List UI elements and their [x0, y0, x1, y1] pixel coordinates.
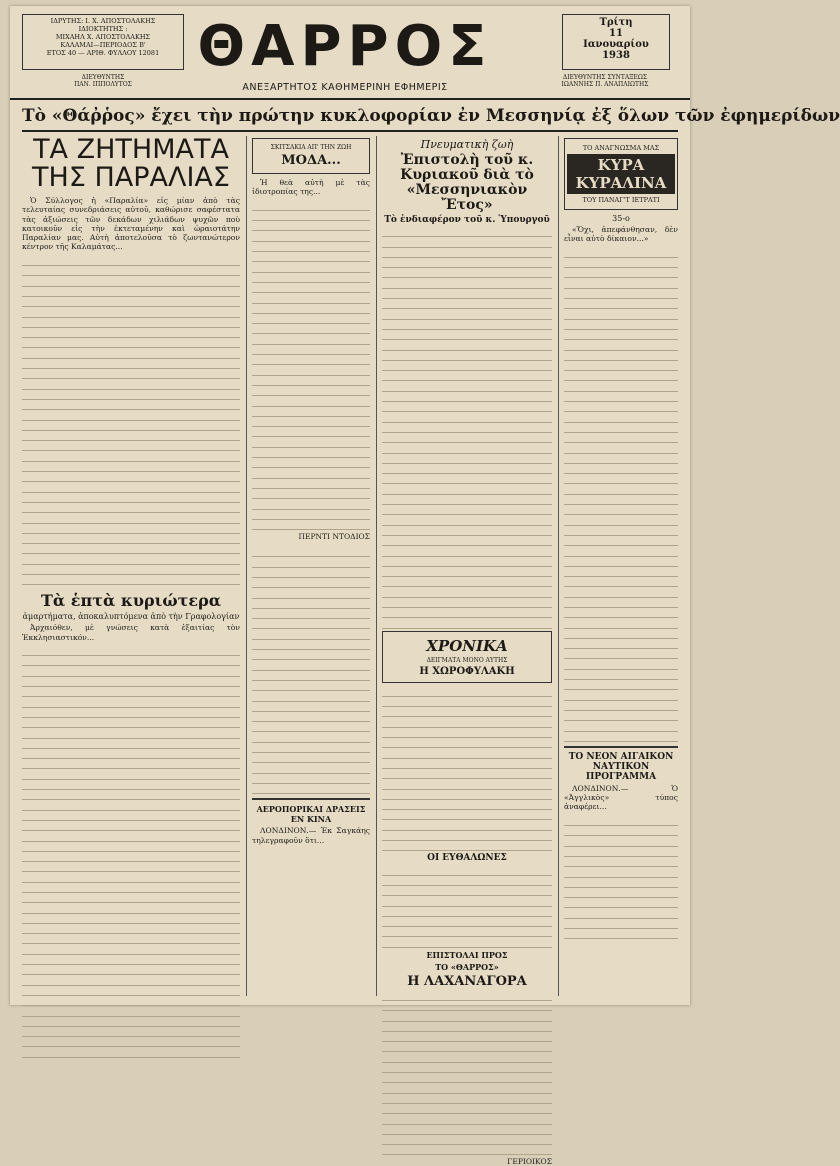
lachanagora-signature: ΓΕΡΙΟΙΚΟΣ	[507, 1157, 552, 1166]
moda-signature: ΠΕΡΝΤΙ ΝΤΟΔΙΟΣ	[298, 532, 370, 542]
publisher-line: ΜΙΧΑΗΛ Χ. ΑΠΟΣΤΟΛΑΚΗΣ	[55, 33, 151, 41]
date-month: Ιανουαρίου	[583, 39, 649, 50]
naval-program-title: ΤΟ ΝΕΟΝ ΑΙΓΑΙΚΟΝ ΝΑΥΤΙΚΟΝ ΠΡΟΓΡΑΜΜΑ	[568, 751, 674, 782]
article-text-block	[22, 256, 240, 586]
chronika-title: Η ΧΩΡΟΦΥΛΑΚΗ	[419, 665, 515, 677]
moda-header-box	[252, 138, 370, 174]
divider	[564, 746, 678, 748]
editor-credit	[530, 74, 680, 88]
moda-title: ΜΟΔΑ...	[281, 153, 341, 168]
column-kyralina	[564, 136, 678, 1005]
column-rule	[558, 136, 559, 996]
article-text-block	[564, 816, 678, 940]
column-epistoli	[382, 136, 552, 1166]
letter-title: Ἐπιστολὴ τοῦ κ. Κυριακοῦ διὰ τὸ «Μεσσηνιακὸν Ἔτος»	[400, 152, 534, 213]
publisher-box	[22, 14, 184, 70]
serial-body: «Ὅχι, ἀπεφάνθησαν, δὲν εἶναι αὐτὸ δίκαιον...»	[564, 225, 678, 244]
seven-sins-title: Τὰ ἑπτὰ κυριώτερα	[40, 591, 222, 611]
circulation-banner: Τὸ «Θάῤῥος» ἔχει τὴν πρώτην κυκλοφορίαν ἐν Μεσσηνίᾳ ἐξ ὅλων τῶν ἐφημερίδων	[22, 102, 678, 132]
seven-sins-subtitle: ἁμαρτήματα, ἀποκαλυπτόμενα ἀπὸ τὴν Γραφολογίαν	[22, 612, 240, 622]
director-label: ΔΙΕΥΘΥΝΤΗΣ	[81, 74, 125, 81]
director-credit	[22, 74, 184, 88]
article-text-block	[382, 227, 552, 629]
oi-heading: ΟΙ ΕΥΘΑΛΩΝΕΣ	[427, 853, 507, 864]
editor-label: ΔΙΕΥΘΥΝΤΗΣ ΣΥΝΤΑΞΕΩΣ	[562, 74, 648, 81]
editor-name: ΙΩΑΝΝΗΣ Π. ΑΝΑΠΛΙΩΤΗΣ	[561, 81, 649, 88]
moda-kicker: ΣΚΙΤΣΑΚΙΑ ΑΠ' ΤΗΝ ΖΩΗ	[270, 144, 352, 151]
article-text-block	[22, 646, 240, 1058]
letters-label: ΕΠΙΣΤΟΛΑΙ ΠΡΟΣ	[426, 949, 508, 960]
chronika-sub: ΔΕΙΓΜΑΤΑ ΜΟΝΟ ΑΥΤΗΣ	[426, 656, 508, 664]
date-weekday: Τρίτη	[599, 17, 633, 28]
china-air-body: ΛΟΝΔΙΝΟΝ.— Ἐκ Σαγκάης τηλεγραφοῦν ὅτι...	[252, 826, 370, 845]
column-rule	[246, 136, 247, 996]
publisher-line: ΚΑΛΑΜΑΙ—ΠΕΡΙΟΔΟΣ Β'	[60, 41, 146, 49]
article-text-block	[382, 687, 552, 852]
director-name: ΠΑΝ. ΙΠΠΟΛΥΤΟΣ	[74, 81, 132, 88]
newspaper-title: ΘΑΡΡΟΣ	[197, 14, 493, 79]
article-text-block	[252, 547, 370, 794]
date-day: 11	[609, 28, 623, 39]
masthead	[10, 6, 690, 100]
date-year: 1938	[602, 50, 630, 61]
headline-line: ΤΑ ΖΗΤΗΜΑΤΑ	[33, 134, 229, 165]
china-air-title: ΑΕΡΟΠΟΡΙΚΑΙ ΔΡΑΣΕΙΣ ΕΝ ΚΙΝΑ	[256, 804, 366, 825]
publisher-line: ΕΤΟΣ 40 — ΑΡΙΘ. ΦΥΛΛΟΥ 12081	[46, 49, 160, 57]
serial-title: ΚΥΡΑ ΚΥΡΑΛΙΝΑ	[567, 154, 675, 194]
column-rule	[376, 136, 377, 996]
newspaper-subtitle: ΑΝΕΞΑΡΤΗΤΟΣ ΚΑΘΗΜΕΡΙΝΗ ΕΦΗΜΕΡΙΣ	[242, 82, 448, 93]
serial-box	[564, 138, 678, 210]
letter-subtitle: Τὸ ἐνδιαφέρον τοῦ κ. Ὑπουργοῦ	[384, 215, 550, 225]
serial-label: ΤΟ ΑΝΑΓΝΩΣΜΑ ΜΑΣ	[582, 144, 660, 152]
article-text-block	[252, 201, 370, 531]
divider	[252, 798, 370, 800]
letters-name: ΤΟ «ΘΑΡΡΟΣ»	[435, 961, 499, 972]
chronika-box	[382, 631, 552, 683]
serial-number: 35-ο	[612, 214, 630, 223]
seven-sins-body: Ἀρχαιόθεν, μὲ γνώσεις κατὰ ἐξαιτίας τὸν Ἐκκλησιαστικόν...	[22, 623, 240, 642]
paralia-lead: Ὁ Σύλλογος ἡ «Παραλία» εἰς μίαν ἀπὸ τὰς τελευταίας συνεδριάσεις αὐτοῦ, καθώρισε σαφέστατα τὰς ἀξιώσεις τῶν δεκάδων χιλιάδων ψυχῶν ποὺ κατοικοῦν εἰς τὴν ἐκτεταμένην καὶ ὡραιοτάτην Παραλίαν μας. Αὐτὴ ἀποτελοῦσα τὸ ζωντανώτερον κέντρον τῆς Καλαμάτας...	[22, 196, 240, 252]
lachanagora-title: Η ΛΑΧΑΝΑΓΟΡΑ	[407, 973, 527, 989]
article-text-block	[564, 248, 678, 742]
chronika-label: ΧΡΟΝΙΚΑ	[426, 636, 508, 655]
naval-program-body: ΛΟΝΔΙΝΟΝ.— Ὁ «Ἀγγλικὸς» τύπος ἀναφέρει...	[564, 783, 678, 812]
article-text-block	[382, 865, 552, 947]
column-paralia	[22, 136, 240, 1005]
headline-line: ΤΗΣ ΠΑΡΑΛΙΑΣ	[32, 162, 230, 193]
date-box	[562, 14, 670, 70]
publisher-line: ΙΔΙΟΚΤΗΤΗΣ :	[78, 25, 128, 33]
spiritual-life-kicker: Πνευματικὴ ζωὴ	[420, 138, 514, 151]
publisher-line: ΙΔΡΥΤΗΣ: Ι. Χ. ΑΠΟΣΤΟΛΑΚΗΣ	[50, 17, 156, 25]
newspaper-page	[10, 6, 840, 1166]
column-moda	[252, 136, 370, 1005]
moda-body: Ἡ θεὰ αὐτὴ μὲ τὰς ἰδιοτροπίας της...	[252, 178, 370, 197]
article-text-block	[382, 991, 552, 1156]
serial-author: ΤΟΥ ΠΑΝΑΓ'Τ ΙΕΤΡΑΤΙ	[582, 196, 660, 204]
